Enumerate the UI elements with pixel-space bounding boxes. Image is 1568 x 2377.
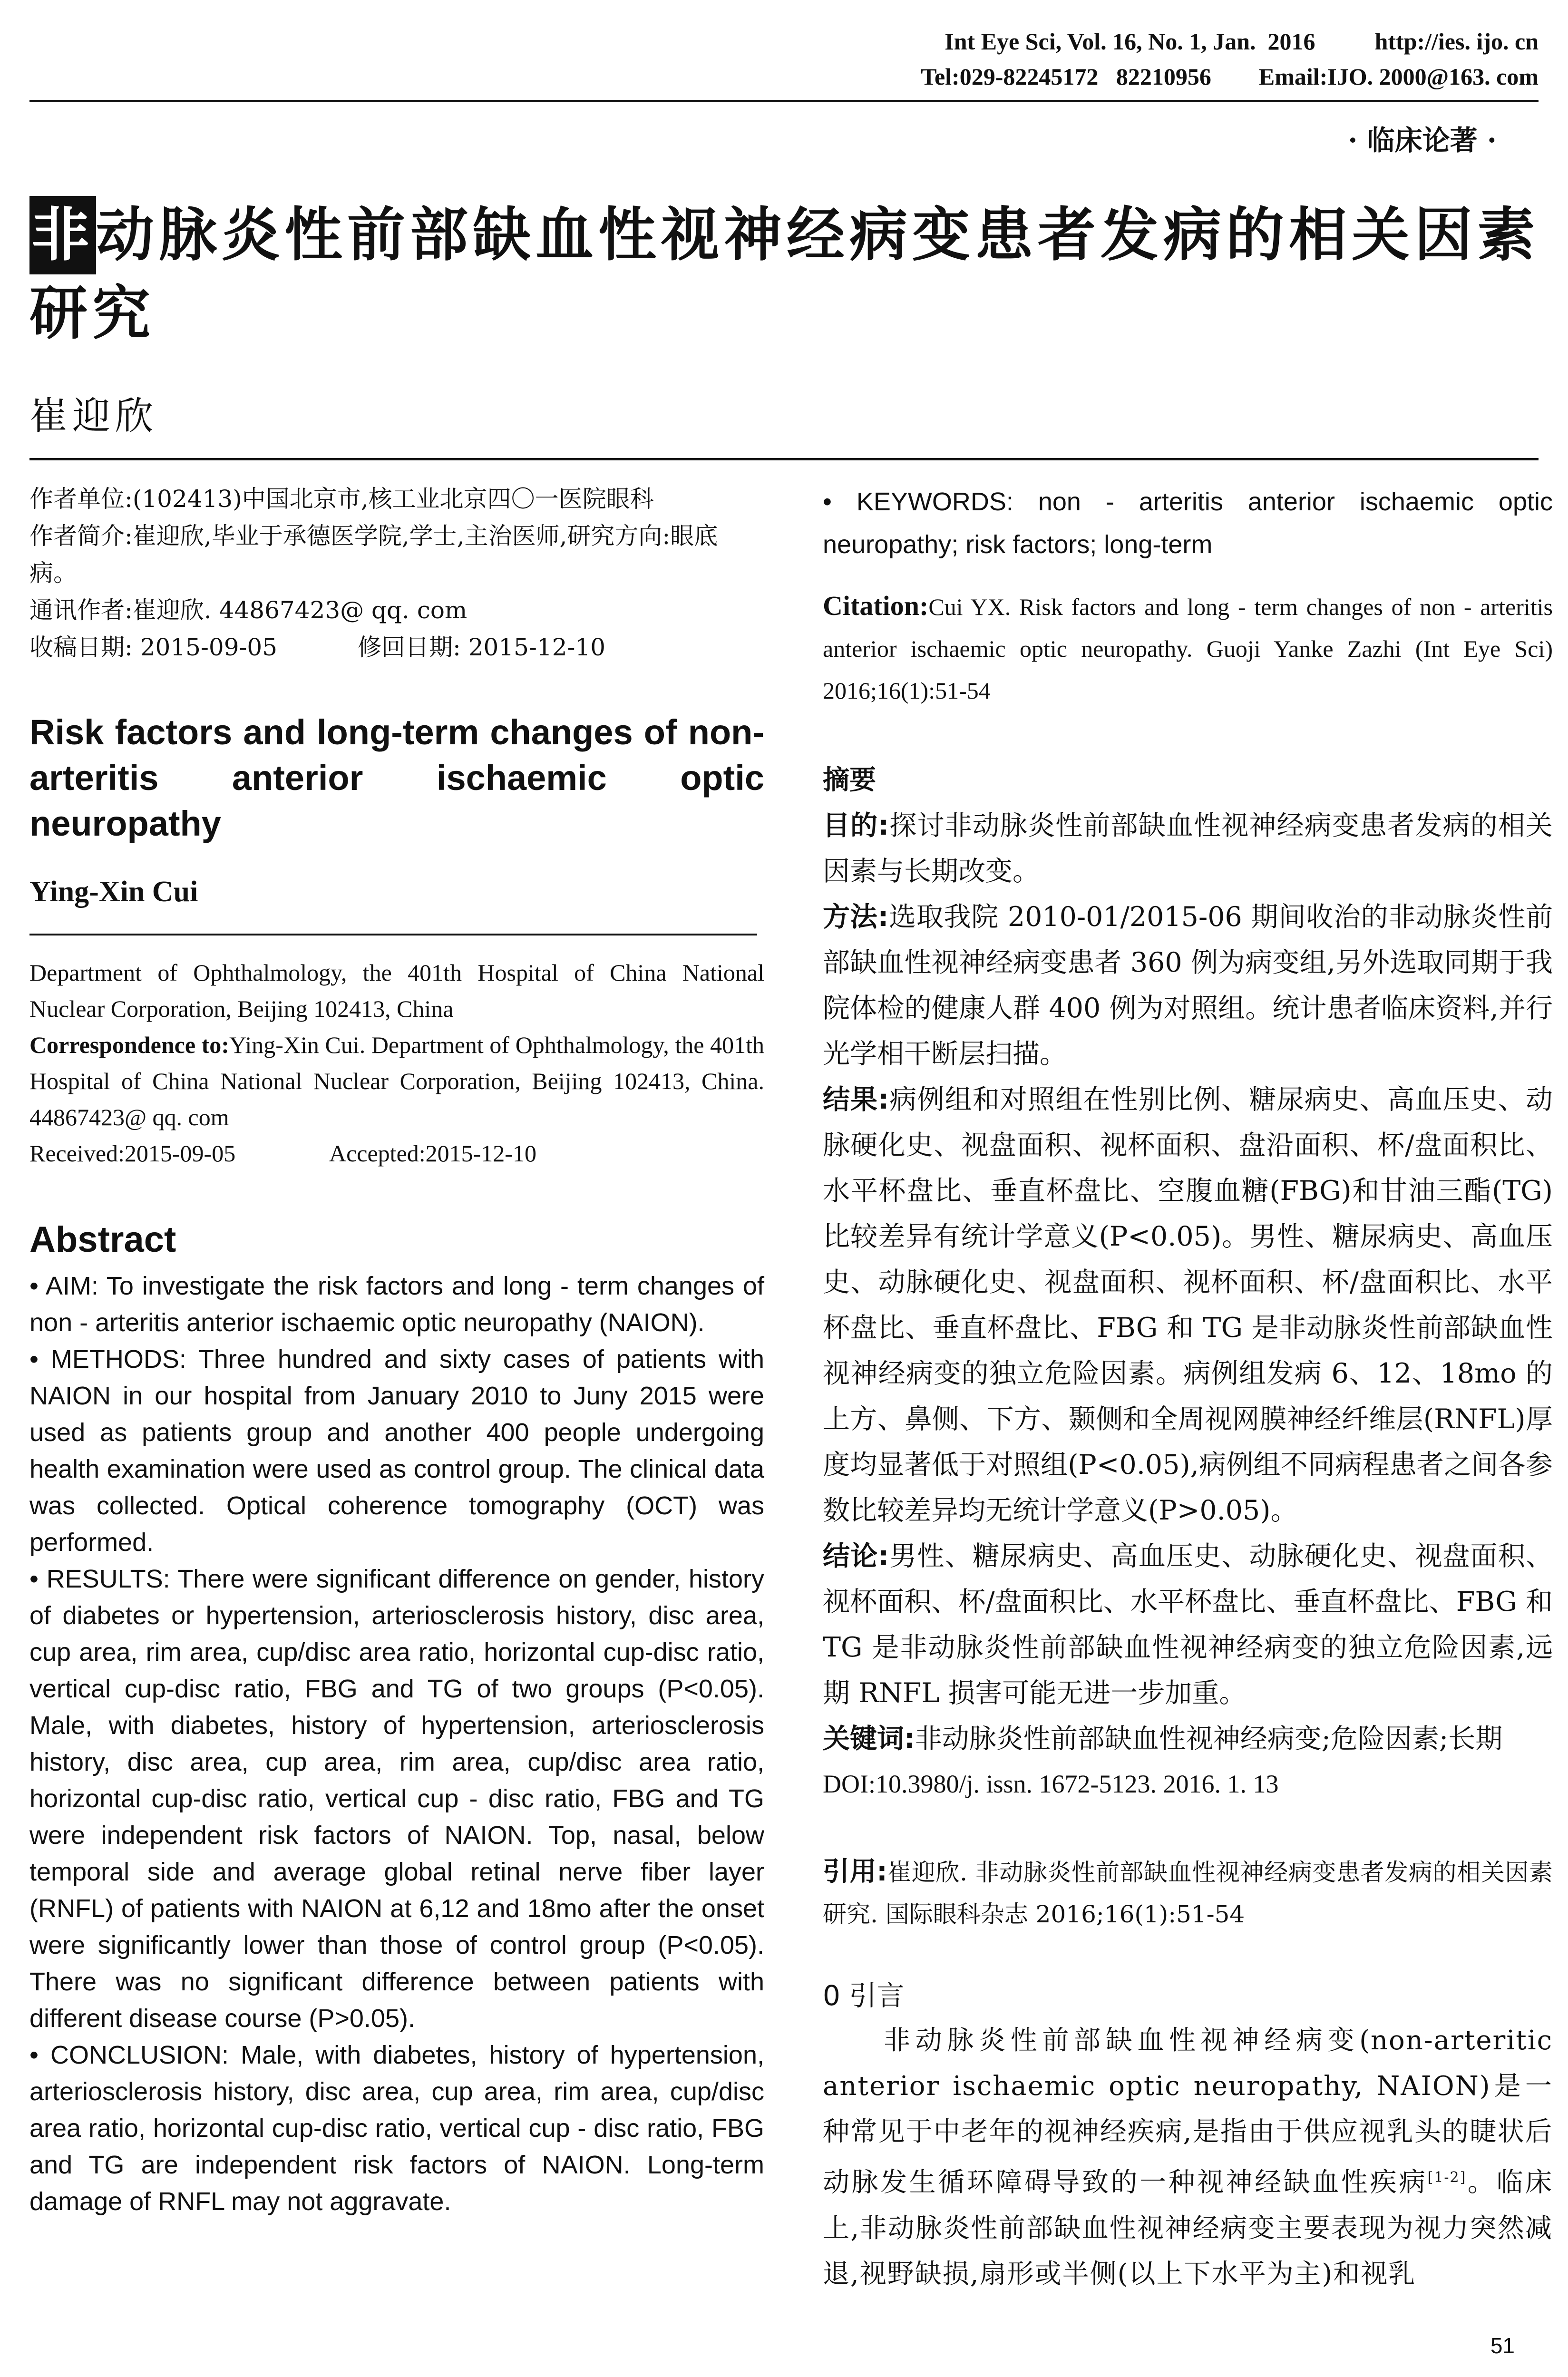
results-text-cn: 病例组和对照组在性别比例、糖尿病史、高血压史、动脉硬化史、视盘面积、视杯面积、盘沿面积、杯/盘面积比、水平杯盘比、垂直杯盘比、空腹血糖(FBG)和甘油三酯(TG)比较差异有统计学意义(P<0.05)。男性、糖尿病史、高血压史、动脉硬化史、视盘面积、视杯面积、杯/盘面积比、水平杯盘比、垂直杯盘比、FBG 和 TG 是非动脉炎性前部缺血性视神经病变的独立危险因素。病例组发病 6、12、18mo 的上方、鼻侧、下方、颞侧和全周视网膜神经纤维层(RNFL)厚度均显著低于对照组(P<0.05),病例组不同病程患者之间各参数比较差异均无统计学意义(P>0.05)。 [823,1084,1553,1526]
abstract-conclusion: • CONCLUSION: Male, with diabetes, history of hypertension, arteriosclerosis history, disc area, cup area, rim area, cup/disc area ratio, horizontal cup-disc ratio, vertical cup - disc ratio, FBG and TG are independent risk factors of NAION. Long-term damage of RNFL may not aggravate. [29,2041,764,2216]
author-bio: 作者简介:崔迎欣,毕业于承德医学院,学士,主治医师,研究方向:眼底病。 [29,522,718,587]
author-divider [29,934,757,935]
dates-cn [29,629,764,666]
abstract-results-cn [823,1077,1553,1533]
conclusion-text-cn: 男性、糖尿病史、高血压史、动脉硬化史、视盘面积、视杯面积、杯/盘面积比、水平杯盘比、垂直杯盘比、FBG 和 TG 是非动脉炎性前部缺血性视神经病变的独立危险因素,远期 RNFL 损害可能无进一步加重。 [823,1540,1553,1709]
author-unit: 作者单位:(102413)中国北京市,核工业北京四〇一医院眼科 [29,485,654,513]
conclusion-label-cn: 结论: [823,1540,889,1572]
intro-text-cont: 。临床上,非动脉炎性前部缺血性视神经病变主要表现为视力突然减退,视野缺损,扇形或半侧(以上下水平为主)和视乳 [823,2167,1553,2289]
citation-text: Cui YX. Risk factors and long - term changes of non - arteritis anterior ischaemic optic neuropathy. Guoji Yanke Zazhi (Int Eye Sci) 2016;16(1):51-54 [823,594,1553,704]
author-info-cn [29,480,764,666]
citation-text-cn: 崔迎欣. 非动脉炎性前部缺血性视神经病变患者发病的相关因素研究. 国际眼科杂志 2016;16(1):51-54 [823,1859,1553,1928]
abstract-aim: • AIM: To investigate the risk factors and long - term changes of non - arteritis anterior ischaemic optic neuropathy (NAION). [29,1272,764,1337]
citation-label: Citation: [823,590,929,621]
abstract-methods: • METHODS: Three hundred and sixty cases of patients with NAION in our hospital from January 2010 to Juny 2015 were used as patients group and another 400 people undergoing health examination were used as control group. The clinical data was collected. Optical coherence tomography (OCT) was performed. [29,1345,764,1557]
dates-en [29,1135,764,1171]
right-column [823,480,1553,2297]
english-author: Ying-Xin Cui [29,876,198,908]
author-name-cn: 崔迎欣 [29,394,158,438]
methods-text-cn: 选取我院 2010-01/2015-06 期间收治的非动脉炎性前部缺血性视神经病变患者 360 例为病变组,另外选取同期于我院体检的健康人群 400 例为对照组。统计患者临床资料,并行光学相干断层扫描。 [823,901,1553,1070]
abstract-aim-cn [823,803,1553,894]
english-affiliation [29,955,764,1171]
header-divider [29,458,1539,460]
abstract-heading: Abstract [29,1219,176,1260]
keywords-en: • KEYWORDS: non - arteritis anterior ischaemic optic neuropathy; risk factors; long-term [823,487,1553,559]
citation-en [823,585,1553,711]
journal-email: Email:IJO. 2000@163. com [1258,63,1539,90]
citation-label-cn: 引用: [823,1856,887,1887]
header-line-2 [921,63,1539,90]
affiliation-text: Department of Ophthalmology, the 401th Hospital of China National Nuclear Corporation, Beijing 102413, China [29,959,764,1022]
intro-heading: 0 引言 [823,1979,905,2012]
aim-text-cn: 探讨非动脉炎性前部缺血性视神经病变患者发病的相关因素与长期改变。 [823,810,1553,887]
journal-header [29,19,1539,102]
aim-label-cn: 目的: [823,810,889,841]
abstract-conclusion-cn [823,1533,1553,1716]
methods-label-cn: 方法: [823,901,889,933]
journal-phone: Tel:029-82245172 82210956 [921,63,1211,90]
abstract-body-cn [823,803,1553,1762]
abstract-heading-cn: 摘要 [823,765,876,796]
citation-cn [823,1851,1553,1935]
keywords-cn [823,1716,1553,1762]
received-date-cn: 收稿日期: 2015-09-05 [29,633,278,661]
keywords-label-cn: 关键词: [823,1723,915,1754]
corresponding-author: 通讯作者:崔迎欣. 44867423@ qq. com [29,596,467,624]
page-number: 51 [1490,2333,1515,2358]
english-title: Risk factors and long-term changes of non-arteritis anterior ischaemic optic neuropathy [29,712,764,843]
title-rest: 动脉炎性前部缺血性视神经病变患者发病的相关因素研究 [29,201,1540,347]
revised-date-cn: 修回日期: 2015-12-10 [358,633,606,661]
section-tag: · 临床论著 · [1348,124,1497,156]
correspondence [29,1027,764,1135]
abstract-body [29,1268,764,2220]
abstract-results: • RESULTS: There were significant difference on gender, history of diabetes or hypertension, arteriosclerosis history, disc area, cup area, rim area, cup/disc area ratio, horizontal cup-disc ratio, vertical cup-disc ratio, FBG and TG of two groups (P<0.05). Male, with diabetes, history of hypertension, arteriosclerosis history, disc area, cup area, rim area, cup/disc area ratio, horizontal cup-disc ratio, vertical cup - disc ratio, FBG and TG were independent risk factors of NAION. Top, nasal, below temporal side and average global retinal nerve fiber layer (RNFL) of patients with NAION at 6,12 and 18mo after the onset were significantly lower than those of control group (P<0.05). There was no significant difference between patients with different disease course (P>0.05). [29,1565,764,2033]
title-first-char: 非 [29,196,96,274]
results-label-cn: 结果: [823,1084,889,1115]
doi: DOI:10.3980/j. issn. 1672-5123. 2016. 1. 13 [823,1770,1279,1798]
journal-citation: Int Eye Sci, Vol. 16, No. 1, Jan. 2016 [945,28,1315,55]
journal-url: http://ies. ijo. cn [1374,28,1539,55]
accepted-date-en: Accepted:2015-12-10 [329,1140,536,1167]
header-line-1 [945,28,1539,55]
correspondence-text: Ying-Xin Cui. Department of Ophthalmology, the 401th Hospital of China National Nuclear Corporation, Beijing 102413, China. 44867423@ qq. com [29,1032,765,1130]
abstract-methods-cn [823,894,1553,1077]
received-date-en: Received:2015-09-05 [29,1140,236,1167]
intro-paragraph [823,2018,1553,2297]
correspondence-label: Correspondence to: [29,1032,229,1058]
left-column [29,480,764,2220]
intro-reference: [1-2] [1427,2169,1467,2186]
article-title [29,196,1542,353]
keywords-text-cn: 非动脉炎性前部缺血性视神经病变;危险因素;长期 [915,1723,1503,1754]
intro-text: 非动脉炎性前部缺血性视神经病变(non-arteritic anterior ischaemic optic neuropathy, NAION)是一种常见于中老年的视神经疾病,是指由于供应视乳头的睫状后动脉发生循环障碍导致的一种视神经缺血性疾病 [823,2025,1553,2198]
